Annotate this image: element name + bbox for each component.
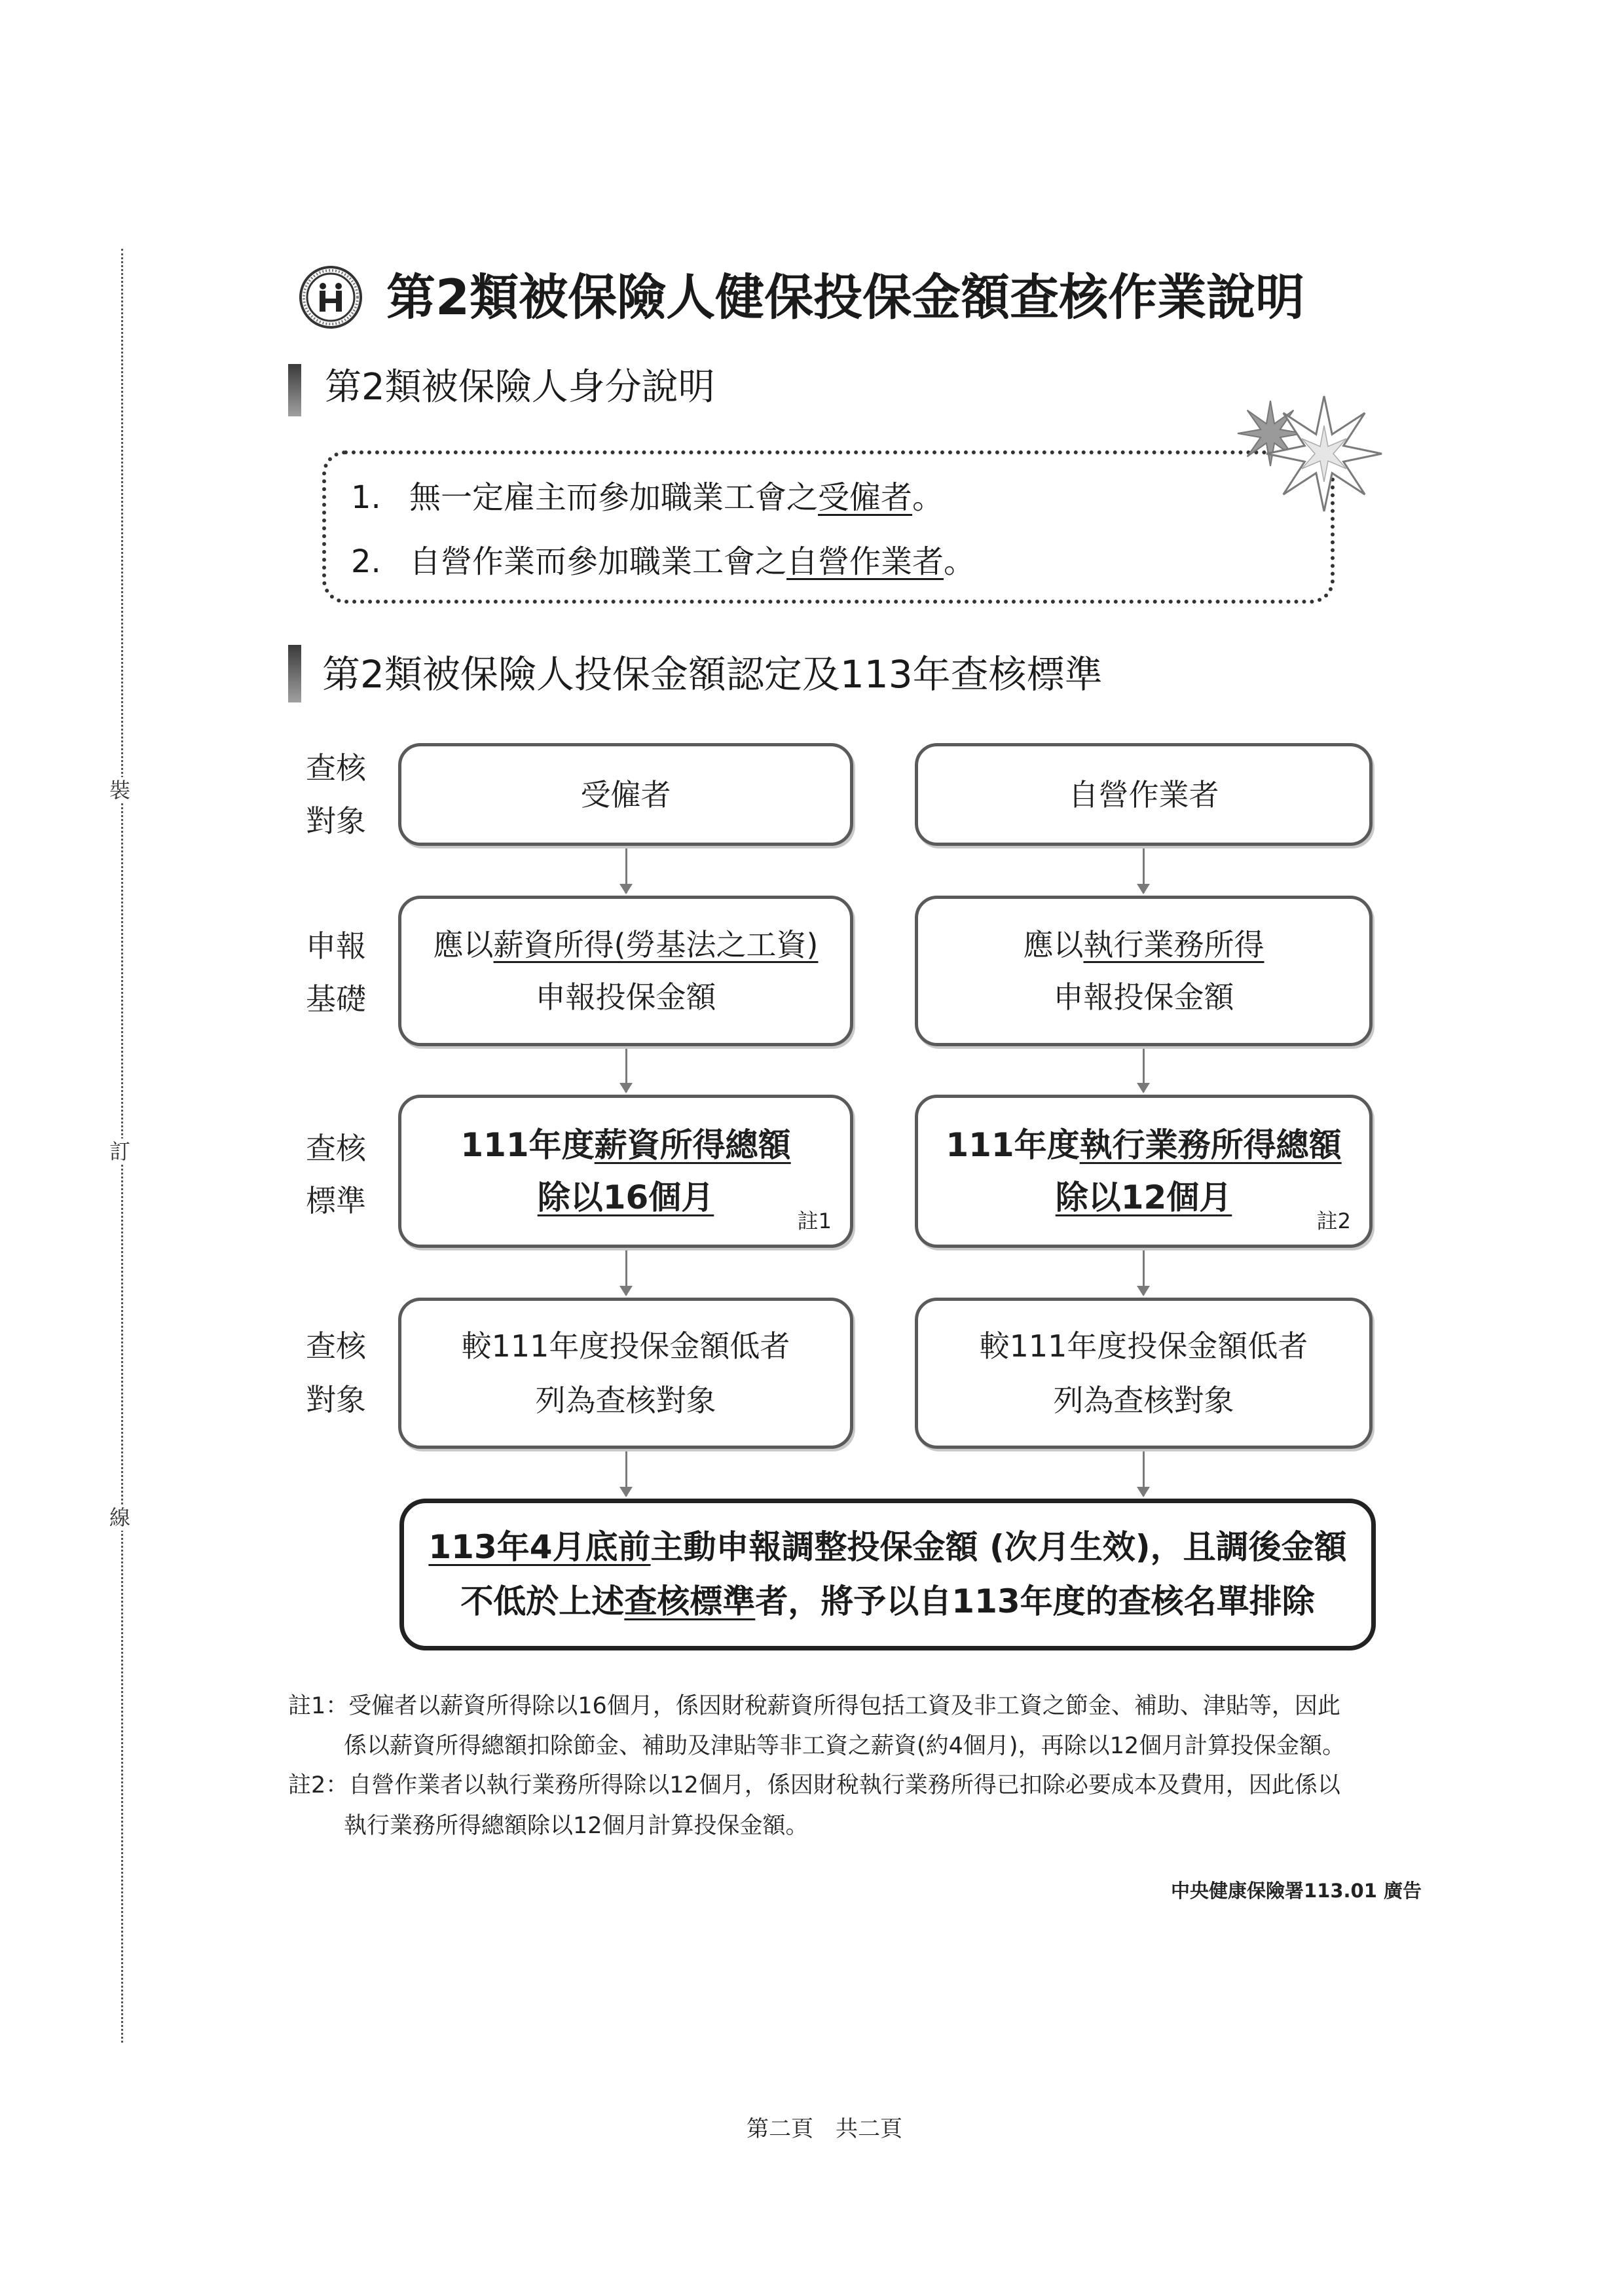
identity-item-before: 自營作業而參加職業工會之 [409,543,787,580]
arrow-down-icon [625,1451,627,1496]
row-label-target [303,742,369,848]
standard-line-1 [460,1119,790,1171]
row-label-line: 查核 [306,1131,366,1166]
identity-item-key-term: 自營作業者 [786,543,944,580]
row-label-line: 申報 [306,928,366,964]
basis-line-2: 申報投保金額 [1053,979,1234,1015]
row-label-line: 對象 [306,1382,366,1417]
employee-review-box [398,1298,853,1449]
employee-standard-box [398,1095,853,1248]
review-line-2: 列為查核對象 [1053,1382,1234,1418]
row-label-line: 基礎 [306,981,366,1017]
footnote-label: 註1： [288,1693,349,1719]
review-line-1: 較111年度投保金額低者 [461,1328,790,1364]
row-label-line: 對象 [306,803,366,839]
identity-item-after: 。 [944,543,976,580]
row-label-standard [303,1122,369,1227]
basis-line-1 [1024,919,1264,971]
conclusion-text: 主動申報調整投保金額 (次月生效)，且調後金額 [650,1528,1347,1566]
basis-prefix: 應以 [433,927,494,962]
standard-line-2 [1056,1171,1232,1224]
standard-line-2 [538,1171,714,1224]
standard-year: 111年度 [460,1126,595,1164]
section-heading-identity: 第2類被保險人身分說明 [325,366,715,409]
footnote-text: 自營作業者以執行業務所得除以12個月，係因財稅執行業務所得已扣除必要成本及費用，因此係以 [348,1772,1340,1798]
row-label-line: 標準 [306,1183,366,1218]
conclusion-key-term: 查核標準 [624,1582,756,1620]
identity-item-before: 無一定雇主而參加職業工會之 [409,479,819,516]
self-employed-target-box [915,743,1373,846]
conclusion-line-2 [460,1575,1314,1629]
identity-item-text [409,478,944,517]
conclusion-line-1 [428,1520,1346,1575]
footnote-label: 註2： [288,1772,349,1798]
arrow-down-icon [625,1250,627,1295]
footnote-text: 受僱者以薪資所得除以16個月，係因財稅薪資所得包括工資及非工資之節金、補助、津貼等，因此 [348,1693,1340,1719]
binding-mark-zhuang: 裝 [107,777,133,803]
page-title: 第2類被保險人健保投保金額查核作業說明 [386,268,1305,326]
arrow-down-icon [625,848,627,893]
review-line-1: 較111年度投保金額低者 [979,1328,1308,1364]
arrow-down-icon [1143,848,1145,893]
conclusion-text: 者，將予以自113年度的查核名單排除 [755,1582,1315,1620]
arrow-down-icon [1143,1049,1145,1092]
row-label-line: 查核 [306,1328,366,1364]
conclusion-deadline: 113年4月底前 [428,1528,651,1566]
row-label-line: 查核 [306,750,366,786]
section-bar [288,364,301,416]
standard-income-total: 執行業務所得總額 [1079,1126,1342,1164]
star-decoration-icon [1231,386,1388,517]
employee-target-box [398,743,853,846]
identity-item-number: 1. [351,479,381,516]
section-bar [288,645,301,702]
arrow-down-icon [1143,1451,1145,1496]
self-employed-basis-box [915,896,1373,1046]
section-heading-standards: 第2類被保險人投保金額認定及113年查核標準 [322,652,1103,697]
identity-item-after: 。 [912,479,944,516]
standard-income-total: 薪資所得總額 [594,1126,791,1164]
employee-target-label: 受僱者 [580,776,671,812]
identity-item-key-term: 受僱者 [818,479,913,516]
employee-basis-box [398,896,853,1046]
conclusion-text: 不低於上述 [460,1582,625,1620]
self-employed-target-label: 自營作業者 [1068,776,1219,812]
footnote-ref: 註1 [797,1209,832,1233]
row-label-review [303,1319,369,1427]
standard-year: 111年度 [946,1126,1080,1164]
binding-mark-ding: 訂 [107,1139,133,1165]
standard-divisor: 除以16個月 [537,1178,714,1216]
identity-item-number: 2. [351,543,381,580]
standard-line-1 [946,1119,1341,1171]
basis-prefix: 應以 [1023,927,1084,962]
conclusion-box [399,1499,1376,1650]
footnote-1 [288,1690,1340,1722]
binding-mark-xian: 線 [107,1504,133,1531]
row-label-basis [303,920,369,1026]
basis-income-type: 薪資所得(勞基法之工資) [493,927,819,962]
self-employed-standard-box [915,1095,1373,1248]
publisher-credit: 中央健康保險署113.01 廣告 [1171,1880,1422,1902]
arrow-down-icon [1143,1250,1145,1295]
footnote-ref: 註2 [1316,1209,1351,1233]
basis-line-1 [434,919,819,971]
self-employed-review-box [915,1298,1373,1449]
footnote-2-continued: 執行業務所得總額除以12個月計算投保金額。 [344,1813,809,1839]
identity-item-text [409,542,975,581]
page-number: 第二頁 共二頁 [747,2116,902,2142]
arrow-down-icon [625,1049,627,1092]
footnote-2 [288,1770,1340,1801]
footnote-1-continued: 係以薪資所得總額扣除節金、補助及津貼等非工資之薪資(約4個月)，再除以12個月計算投保金額。 [344,1733,1346,1759]
basis-income-type: 執行業務所得 [1083,927,1264,962]
basis-line-2: 申報投保金額 [535,979,716,1015]
review-line-2: 列為查核對象 [535,1382,716,1418]
standard-divisor: 除以12個月 [1055,1178,1232,1216]
nhi-logo-icon [298,264,363,330]
